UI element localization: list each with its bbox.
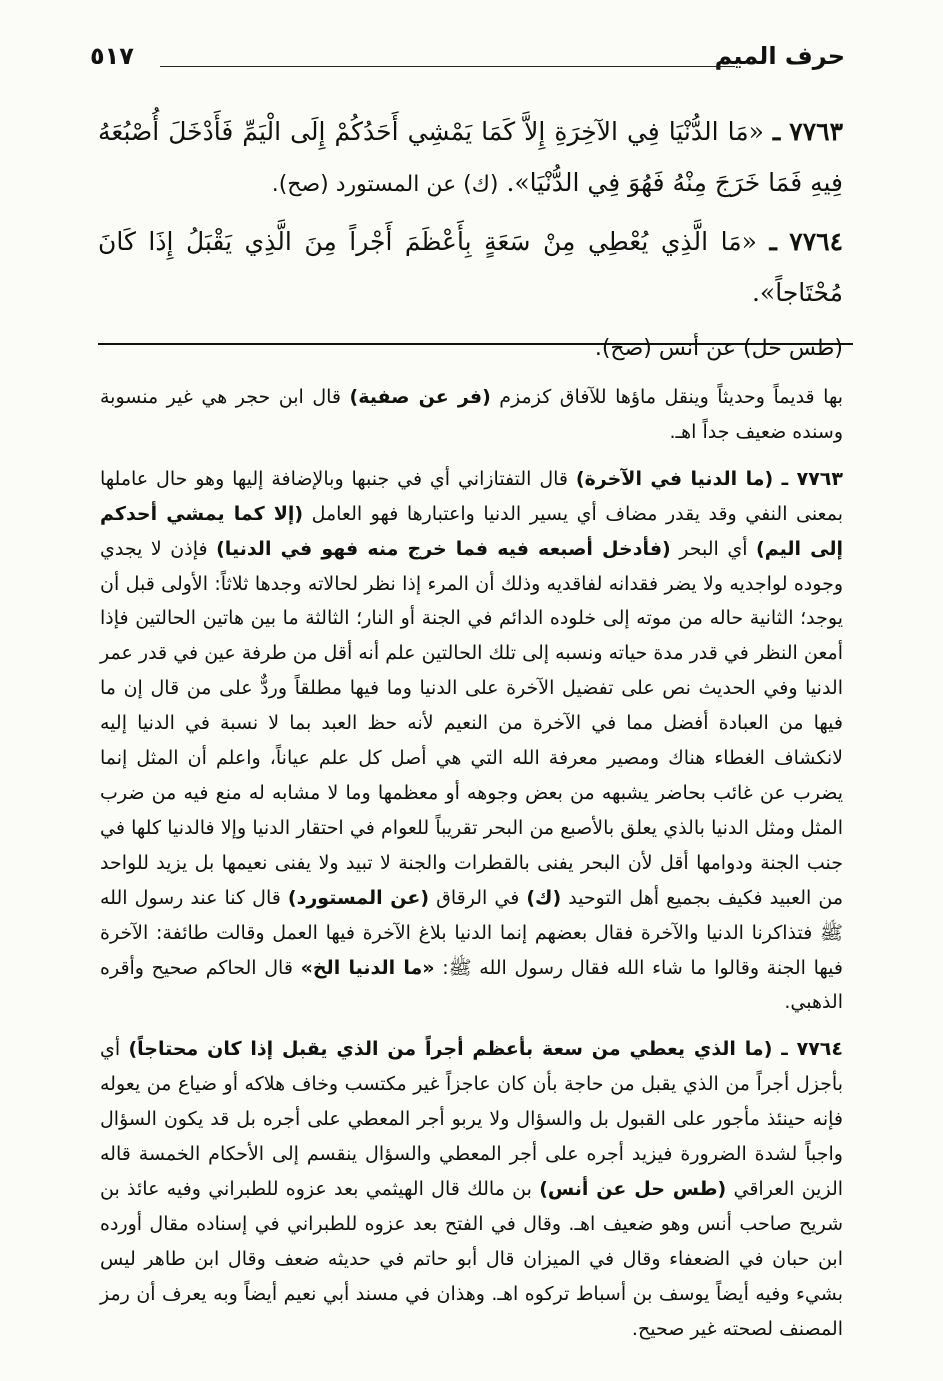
hadith-dash: ـ [769,227,777,256]
commentary-bold: «ما الدنيا الخ» [300,956,435,979]
hadith-text: «مَا الدُّنْيَا فِي الآخِرَةِ إِلاَّ كَمَا يَمْشِي أَحَدُكُمْ إِلَى الْيَمِّ فَأَدْخَلَ أُصْبُعَهُ فِيهِ فَمَا خَرَجَ مِنْهُ فَهُوَ فِي الدُّنْيَا». [98,117,843,197]
hadith-number: ٧٧٦٤ [789,227,844,256]
hadith-7763 [98,106,843,210]
commentary-intro [100,380,843,450]
commentary-text: أي بأجزل أجراً من الذي يقبل من حاجة بأن كان عاجزاً غير مكتسب وخاف هلاكه أو ضياع من يعوله فإنه حينئذ مأجور على القبول بل والسؤال ولا يربو أجر المعطي على أجره بل قد يكون السؤال واجباً لشدة الضرورة فيزيد أجره على أجر المعطي والسؤال ينقسم إلى الأحكام الخمسة قاله الزين العراقي [100,1038,844,1200]
commentary-bold: ٧٧٦٣ ـ (ما الدنيا في الآخرة) [575,467,843,490]
commentary-7764 [100,1032,843,1346]
commentary-bold: (إلا كما يمشي أحدكم إلى اليم) [100,502,843,560]
hadith-reference: (طس حل) عن أنس (صح). [594,336,843,361]
commentary-text: قال التفتازاني أي في جنبها وبالإضافة إليها وهو حال عاملها بمعنى النفي وقد يقدر مضاف أي يسير الدنيا واعتبارها فهو العامل [100,467,843,525]
chapter-title: حرف الميم [714,42,845,70]
hadith-7764 [98,216,843,318]
header-rule [160,66,735,67]
commentary-bold: (ك) [526,886,562,909]
commentary-7763 [100,462,843,1021]
hadith-dash: ـ [772,117,781,146]
commentary-bold: ٧٧٦٤ ـ (ما الذي يعطي من سعة بأعظم أجراً من الذي يقبل إذا كان محتاجاً) [128,1038,843,1061]
hadith-number: ٧٧٦٣ [789,117,843,146]
commentary-text: قال الحاكم صحيح وأقره الذهبي. [100,956,843,1014]
commentary-text: فإذن لا يجدي وجوده لواجديه ولا يضر فقدانه لفاقديه وذلك أن المرء إذا نظر لحالاته وجدها ثلاثاً: الأولى قبل أن يوجد؛ الثانية حاله من موته إلى خلوده الدائم في الجنة أو النار؛ الثالثة ما بين هاتين الحالتين فإذا أمعن النظر في قدر مدة حياته ونسبه إلى تلك الحالتين علم أنه أقل من طرفة عين في قدر عمر الدنيا وفي الحديث نص على تفضيل الآخرة على الدنيا وما فيها مطلقاً وردٌّ على من قال إن ما فيها من العبادة أفضل مما في الآخرة من النعيم لأنه حظ العبد بما لا نسبة في الدنيا إليه لانكشاف الغطاء هناك ومصير معرفة الله التي هي أصل كل علم عياناً، واعلم أن المثل إنما يضرب عن غائب بحاضر يشبهه من بعض وجوهه أو معظمها وما لا مشابه له منع فيه من ضرب المثل ومثل الدنيا بالذي يعلق بالأصبع من البحر تقريباً للعوام في احتقار الدنيا وإلا فالدنيا كلها في جنب الجنة ودوامها أقل لأن البحر يفنى بالقطرات والجنة لا تبيد ولا يفنى نعيمها بل يزيد للواحد من العبيد فكيف بجميع أهل التوحيد [100,537,844,909]
hadith-text: «مَا الَّذِي يُعْطِي مِنْ سَعَةٍ بِأَعْظَمَ أَجْراً مِنَ الَّذِي يَقْبَلُ إِذَا كَانَ مُحْتَاجاً». [98,227,843,307]
commentary [100,380,843,1358]
commentary-text: في الرقاق [429,886,527,909]
commentary-bold: (فأدخل أصبعه فيه فما خرج منه فهو في الدنيا) [216,537,671,560]
page-number: ٥١٧ [90,42,134,70]
running-head [90,42,845,82]
commentary-text: قال كنا عند رسول الله ﷺ فتذاكرنا الدنيا والآخرة فقال بعضهم إنما الدنيا بلاغ الآخرة فيها العمل وقالت طائفة: الآخرة فيها الجنة وقالوا ما شاء الله فقال رسول الله ﷺ: [100,886,843,979]
commentary-bold: (طس حل عن أنس) [539,1177,727,1200]
hadith-texts [98,106,843,374]
commentary-text: بها قديماً وحديثاً وينقل ماؤها للآفاق كزمزم [490,386,843,408]
hadith-reference: (ك) عن المستورد (صح). [271,172,499,197]
commentary-text: بن مالك قال الهيثمي بعد عزوه للطبراني وفيه عائذ بن شريح صاحب أنس وهو ضعيف اهـ. وقال في الفتح بعد عزوه للطبراني في إسناده مقال أورده ابن حبان في الضعفاء وقال في الميزان قال أبو حاتم في حديثه ضعف وقال ابن طاهر ليس بشيء وفيه أيضاً يوسف بن أسباط تركوه اهـ. وهذان في مسند أبي نعيم أيضاً وبه يعرف أن رمز المصنف لصحته غير صحيح. [100,1177,843,1340]
commentary-bold: (فر عن صفية) [349,386,491,408]
section-divider [98,343,853,345]
commentary-text: أي البحر [670,537,757,560]
commentary-bold: (عن المستورد) [287,886,430,909]
commentary-text: قال ابن حجر هي غير منسوبة وسنده ضعيف جداً اهـ. [100,386,843,443]
